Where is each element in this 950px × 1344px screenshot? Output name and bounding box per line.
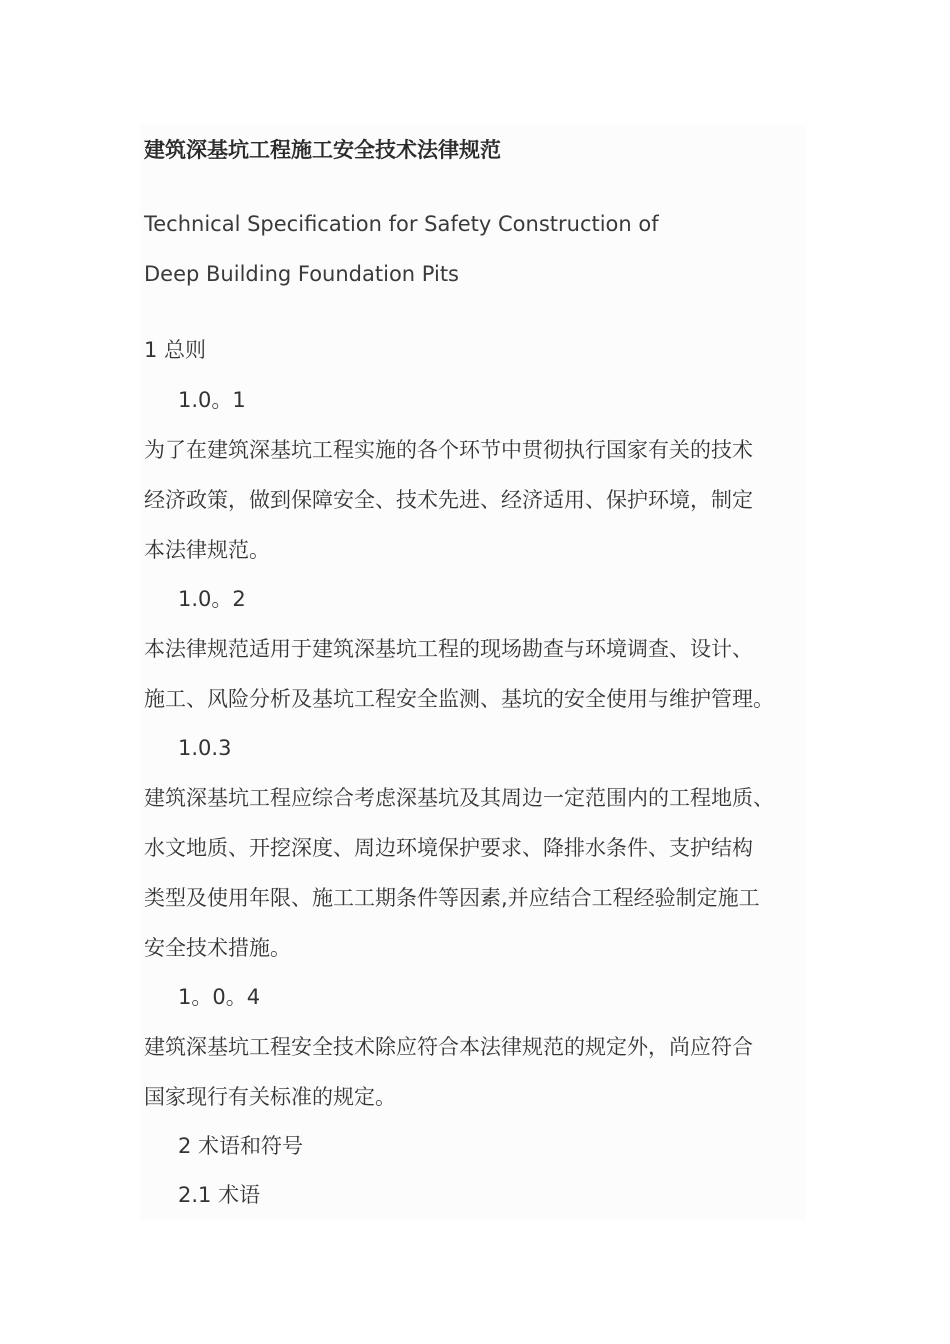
- clause-1-0-1-text-line: 经济政策，做到保障安全、技术先进、经济适用、保护环境，制定: [144, 488, 753, 512]
- clause-1-0-2-text-line: 本法律规范适用于建筑深基坑工程的现场勘查与环境调查、设计、: [144, 637, 753, 661]
- clause-1-0-1-text-line: 为了在建筑深基坑工程实施的各个环节中贯彻执行国家有关的技术: [144, 438, 753, 462]
- document-page: [140, 125, 806, 1220]
- clause-number-1-0-3: 1.0.3: [178, 736, 232, 760]
- english-title-line-1: Technical Specification for Safety Construction of: [144, 212, 659, 236]
- clause-1-0-1-text-line: 本法律规范。: [144, 538, 270, 562]
- clause-number-1-0-4: 1。0。4: [178, 985, 261, 1009]
- document-title: 建筑深基坑工程施工安全技术法律规范: [144, 138, 501, 162]
- clause-1-0-4-text-line: 国家现行有关标准的规定。: [144, 1085, 396, 1109]
- clause-1-0-2-text-line: 施工、风险分析及基坑工程安全监测、基坑的安全使用与维护管理。: [144, 687, 774, 711]
- section-2-heading: 2 术语和符号: [178, 1134, 304, 1158]
- clause-1-0-3-text-line: 建筑深基坑工程应综合考虑深基坑及其周边一定范围内的工程地质、: [144, 786, 774, 810]
- section-1-heading: 1 总则: [144, 338, 207, 362]
- clause-1-0-4-text-line: 建筑深基坑工程安全技术除应符合本法律规范的规定外，尚应符合: [144, 1035, 753, 1059]
- clause-number-1-0-1: 1.0。1: [178, 388, 246, 412]
- clause-1-0-3-text-line: 类型及使用年限、施工工期条件等因素,并应结合工程经验制定施工: [144, 886, 760, 910]
- section-2-1-heading: 2.1 术语: [178, 1183, 261, 1207]
- clause-number-1-0-2: 1.0。2: [178, 587, 246, 611]
- clause-1-0-3-text-line: 安全技术措施。: [144, 936, 291, 960]
- clause-1-0-3-text-line: 水文地质、开挖深度、周边环境保护要求、降排水条件、支护结构: [144, 836, 753, 860]
- english-title-line-2: Deep Building Foundation Pits: [144, 262, 459, 286]
